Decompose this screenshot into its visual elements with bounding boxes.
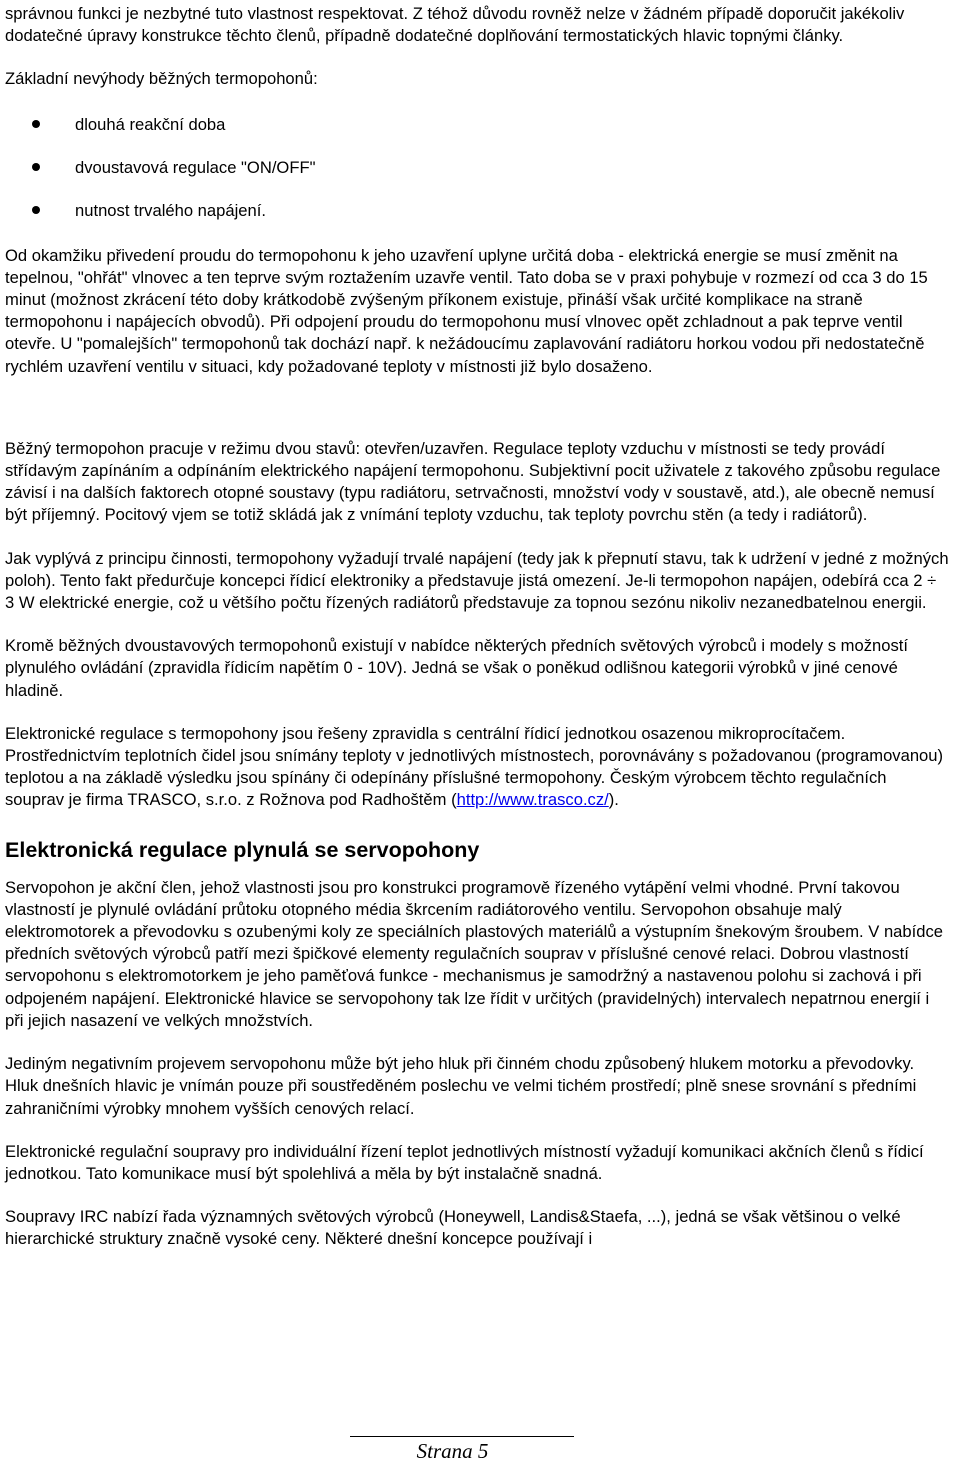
trasco-link[interactable]: http://www.trasco.cz/ — [456, 790, 609, 810]
paragraph-reaction-time: Od okamžiku přivedení proudu do termopohonu k jeho uzavření uplyne určitá doba - elektrická energie se musí změnit na tepelnou, "ohřát" vlnovec a ten teprve svým roztažením uzavře ventil. Tato doba se v praxi pohybuje v rozmezí od cca 3 do 15 minut (možnost zkrácení této doby krátkodobě zvýšeným příkonem existuje, přináší však určité komplikace na straně termopohonu i napájecích obvodů). Při odpojení proudu do termopohonu musí vlnovec opět zchladnout a pak teprve ventil otevře. U "pomalejších" termopohonů tak dochází např. k nežádoucímu zaplavování radiátoru horkou vodou při nedostatečně rychlém uzavření ventilu v situaci, kdy požadované teploty v místnosti již bylo dosaženo. — [5, 245, 928, 376]
paragraph-text-end: ). — [608, 790, 619, 810]
footer-divider — [350, 1436, 574, 1437]
paragraph-servo: Servopohon je akční člen, jehož vlastnosti jsou pro konstrukci programově řízeného vytápění velmi vhodné. První takovou vlastností je plynulé ovládání průtoku otopného média škrcením radiátorového ventilu. Servopohon obsahuje malý elektromotorek a převodovku s ozubenými koly ze speciálních plastových materiálů a výstupním šnekovým šroubem. V nabídce předních světových výrobců patří mezi špičkové elementy regulačních souprav v příslušné cenové relaci. Dobrou vlastností servopohonu s elektromotorkem je jeho paměťová funkce - mechanismus je samodržný a nastavenou polohu si zachová i při odpojeném napájení. Elektronické hlavice se servopohony tak lze řídit v určitých (pravidelných) intervalech nepatrnou energií i při jejich nasazení ve velkých množstvích. — [5, 877, 943, 1030]
page-number: Strana 5 — [416, 1439, 489, 1463]
paragraph-analog-control: Kromě běžných dvoustavových termopohonů existují v nabídce některých předních světových výrobců i modely s možností plynulého ovládání (zpravidla řídicím napětím 0 - 10V). Jedná se však o poněkud odlišnou kategorii výrobků v jiné cenové hladině. — [5, 636, 908, 700]
list-item-text: dlouhá reakční doba — [75, 114, 226, 134]
bullet-icon — [32, 120, 40, 128]
paragraph-two-state: Běžný termopohon pracuje v režimu dvou stavů: otevřen/uzavřen. Regulace teploty vzduchu v místnosti se tedy provádí střídavým zapínáním a odpínáním elektrického napájení termopohonu. Subjektivní pocit uživatele z takového způsobu regulace závisí i na dalších faktorech otopné soustavy (typu radiátoru, setrvačnosti, množství vody v soustavě, atd.), ale obecně nemusí být příjemný. Pocitový vjem se totiž skládá jak z vnímání teploty vzduchu, tak teploty povrchu stěn (a tedy i radiátorů). — [5, 438, 941, 525]
list-item-text: nutnost trvalého napájení. — [75, 200, 266, 220]
paragraph-noise: Jediným negativním projevem servopohonu může být jeho hluk při činném chodu způsobený hlukem motorku a převodovky. Hluk dnešních hlavic je vnímán pouze při soustředěném poslechu ve velmi tichém prostředí; plně snese srovnání s předními zahraničními výrobky mnohem vyšších cenových relací. — [5, 1054, 917, 1118]
paragraph-power-supply: Jak vyplývá z principu činnosti, termopohony vyžadují trvalé napájení (tedy jak k přepnutí stavu, tak k udržení v jedné z možných poloh). Tento fakt předurčuje koncepci řídicí elektroniky a představuje jistá omezení. Je-li termopohon napájen, odebírá cca 2 ÷ 3 W elektrické energie, což u většího počtu řízených radiátorů představuje za topnou sezónu nikoliv nezanedbatelnou energii. — [5, 548, 949, 613]
bullet-icon — [32, 163, 40, 171]
disadvantages-list — [5, 114, 950, 222]
bullet-icon — [32, 206, 40, 214]
paragraph-communication: Elektronické regulační soupravy pro individuální řízení teplot jednotlivých místností vyžadují komunikaci akčních členů s řídicí jednotkou. Tato komunikace musí být spolehlivá a měla by být instalačně snadná. — [5, 1141, 924, 1183]
disadvantages-heading: Základní nevýhody běžných termopohonů: — [5, 69, 318, 89]
section-heading: Elektronická regulace plynulá se servopohony — [5, 837, 480, 862]
list-item — [5, 114, 950, 136]
list-item — [5, 200, 950, 222]
paragraph-electronic-regulation — [5, 723, 950, 812]
list-item — [5, 157, 950, 179]
intro-paragraph: správnou funkci je nezbytné tuto vlastnost respektovat. Z téhož důvodu rovněž nelze v žádném případě doporučit jakékoliv dodatečné úpravy konstrukce těchto členů, případně dodatečné doplňování termostatických hlavic topnými články. — [5, 4, 905, 46]
list-item-text: dvoustavová regulace "ON/OFF" — [75, 157, 316, 177]
paragraph-text: Elektronické regulace s termopohony jsou řešeny zpravidla s centrální řídicí jednotkou osazenou mikroprocítačem. Prostřednictvím teplotních čidel jsou snímány teploty v jednotlivých místnostech, porovnávány s požadovanou (programovanou) teplotou a na základě výsledku jsou spínány či odepínány příslušné termopohony. Českým výrobcem těchto regulačních souprav je firma TRASCO, s.r.o. z Rožnova pod Radhoštěm ( — [5, 723, 944, 810]
paragraph-irc: Soupravy IRC nabízí řada významných světových výrobců (Honeywell, Landis&Staefa, ...), jedná se však většinou o velké hierarchické struktury značně vysoké ceny. Některé dnešní koncepce používají i — [5, 1207, 901, 1249]
document-page — [5, 0, 950, 1251]
